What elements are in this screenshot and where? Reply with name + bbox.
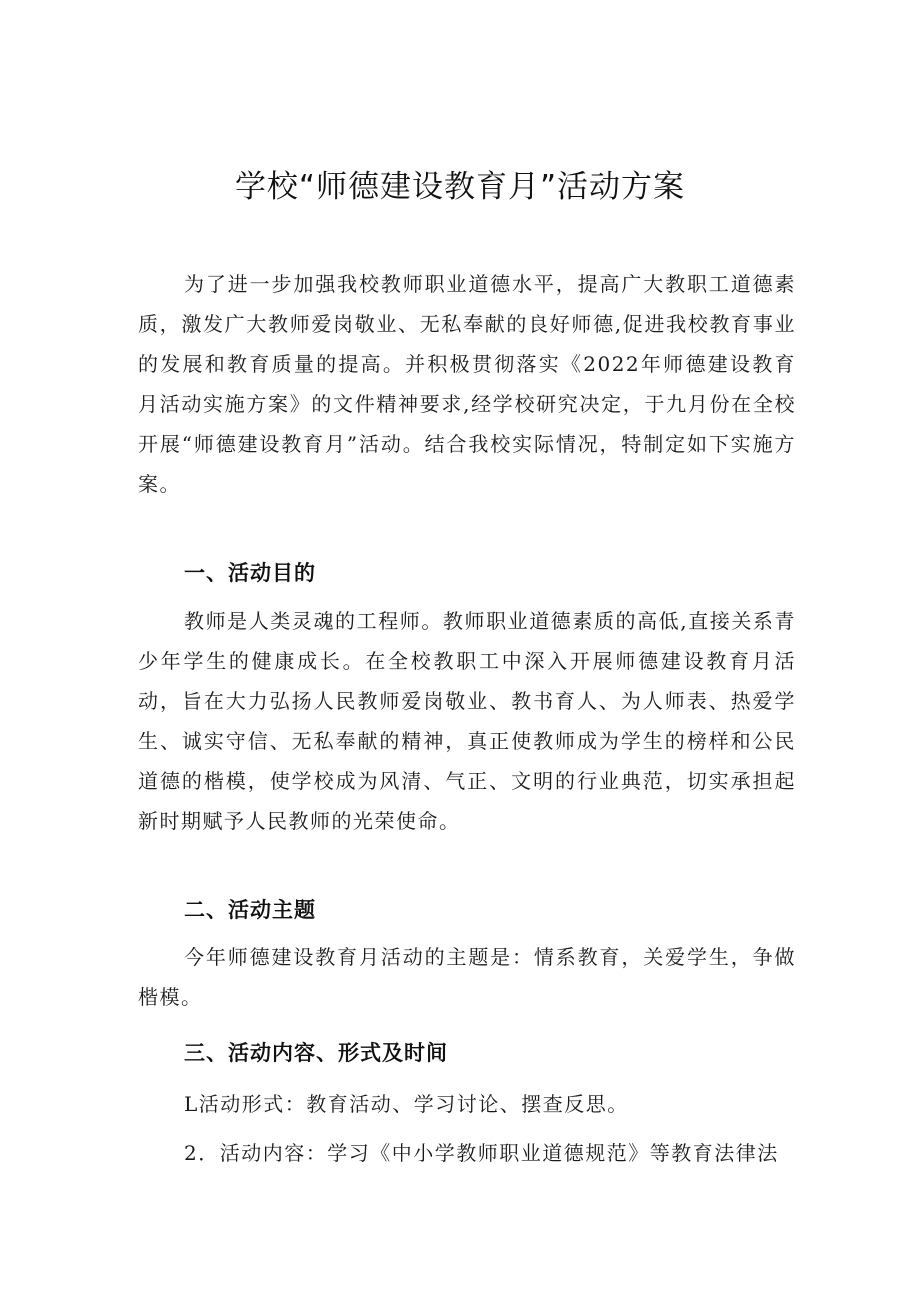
section-heading-theme: 二、活动主题 (184, 898, 316, 922)
section-heading-purpose: 一、活动目的 (184, 561, 316, 585)
intro-paragraph: 为了进一步加强我校教师职业道德水平，提高广大教职工道德素质，激发广大教师爱岗敬业、无私奉献的良好师德,促进我校教育事业的发展和教育质量的提高。并积极贯彻落实《2022年师德建设教育月活动实施方案》的文件精神要求,经学校研究决定，于九月份在全校开展“师德建设教育月”活动。结合我校实际情况，特制定如下实施方案。 (138, 272, 796, 496)
list-item-activity-form: L活动形式：教育活动、学习讨论、摆查反思。 (184, 1092, 629, 1116)
document-title: 学校“师德建设教育月”活动方案 (234, 169, 686, 205)
list-item-activity-content: 2．活动内容：学习《中小学教师职业道德规范》等教育法律法 (184, 1141, 779, 1165)
section-paragraph-theme: 今年师德建设教育月活动的主题是：情系教育，关爱学生，争做楷模。 (138, 945, 796, 1009)
section-paragraph-purpose: 教师是人类灵魂的工程师。教师职业道德素质的高低,直接关系青少年学生的健康成长。在全校教职工中深入开展师德建设教育月活动，旨在大力弘扬人民教师爱岗敬业、教书育人、为人师表、热爱学生、诚实守信、无私奉献的精神，真正使教师成为学生的榜样和公民道德的楷模，使学校成为风清、气正、文明的行业典范，切实承担起新时期赋予人民教师的光荣使命。 (138, 609, 796, 833)
section-heading-content: 三、活动内容、形式及时间 (184, 1041, 448, 1065)
